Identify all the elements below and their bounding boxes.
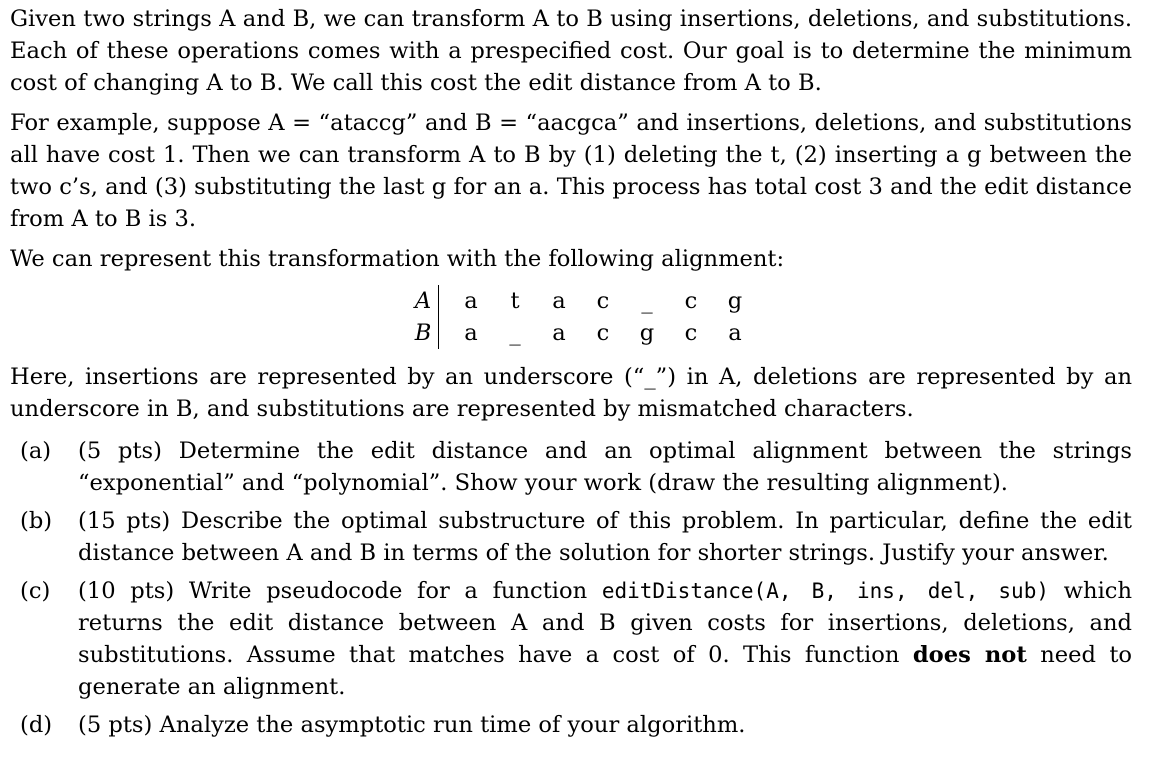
part-text: (15 pts) Describe the optimal substructure of this problem. In particular, define the edit distance between A and B in terms of the solution for shorter strings. Justify your answer. [78,508,1132,566]
document [10,3,1132,741]
alignment-cell: c [684,288,698,314]
alignment-label-a: A [414,288,432,314]
intro-paragraph: Given two strings A and B, we can transform A to B using insertions, deletions, and substitutions. Each of these operations comes with a prespecified cost. Our goal is to determine the minimum cost of changing A to B. We call this cost the edit distance from A to B. [10,6,1132,96]
alignment-row-b [408,317,757,349]
alignment-cell: c [596,320,610,346]
alignment-cell: a [464,320,478,346]
part-label: (b) [20,508,53,534]
question-part-d [10,709,1132,741]
part-text-before: (10 pts) Write pseudocode for a function [78,578,588,604]
alignment-label-b: B [414,320,432,346]
alignment-cell: c [596,288,610,314]
part-text [78,575,1132,703]
alignment-cell: _ [509,320,521,346]
alignment-row-a [408,285,757,317]
part-text: (5 pts) Determine the edit distance and an optimal alignment between the strings “exponential” and “polynomial”. Show your work (draw the resulting alignment). [78,438,1132,496]
notation-paragraph: Here, insertions are represented by an underscore (“_”) in A, deletions are represented by an underscore in B, and substitutions are represented by mismatched characters. [10,364,1132,422]
alignment-cell: a [552,320,566,346]
part-label: (c) [20,578,51,604]
alignment-cell: a [728,320,742,346]
part-label: (a) [20,438,52,464]
alignment-cell: c [684,320,698,346]
alignment-cell: g [727,288,743,314]
alignment-cells-a [438,285,757,317]
question-part-a [10,435,1132,499]
part-text: (5 pts) Analyze the asymptotic run time of your algorithm. [78,712,746,738]
alignment-intro-paragraph: We can represent this transformation with the following alignment: [10,246,785,272]
alignment-cell: _ [641,288,653,314]
alignment-cells-b [438,317,757,349]
question-parts-list [10,435,1132,741]
question-part-c [10,575,1132,703]
alignment-cell: a [552,288,566,314]
part-text-end: need to generate an alignment. [78,642,1133,700]
part-text-after: which returns the edit distance between A and B given costs for insertions, deletions, and substitutions. Assume that matches have a cost of 0. This function [78,578,1132,668]
part-label: (d) [20,712,53,738]
emphasis-text: does not [912,642,1027,668]
example-paragraph: For example, suppose A = “ataccg” and B = “aacgca” and insertions, deletions, and substitutions all have cost 1. Then we can transform A to B by (1) deleting the t, (2) inserting a g between the two c’s, and (3) substituting the last g for an a. This process has total cost 3 and the edit distance from A to B is 3. [10,110,1132,232]
alignment-table [408,285,757,349]
function-signature: editDistance(A, B, ins, del, sub) [601,579,1049,603]
alignment-cell: t [510,288,520,314]
alignment-figure [10,281,1132,361]
alignment-cell: g [639,320,655,346]
alignment-cell: a [464,288,478,314]
question-part-b [10,505,1132,569]
